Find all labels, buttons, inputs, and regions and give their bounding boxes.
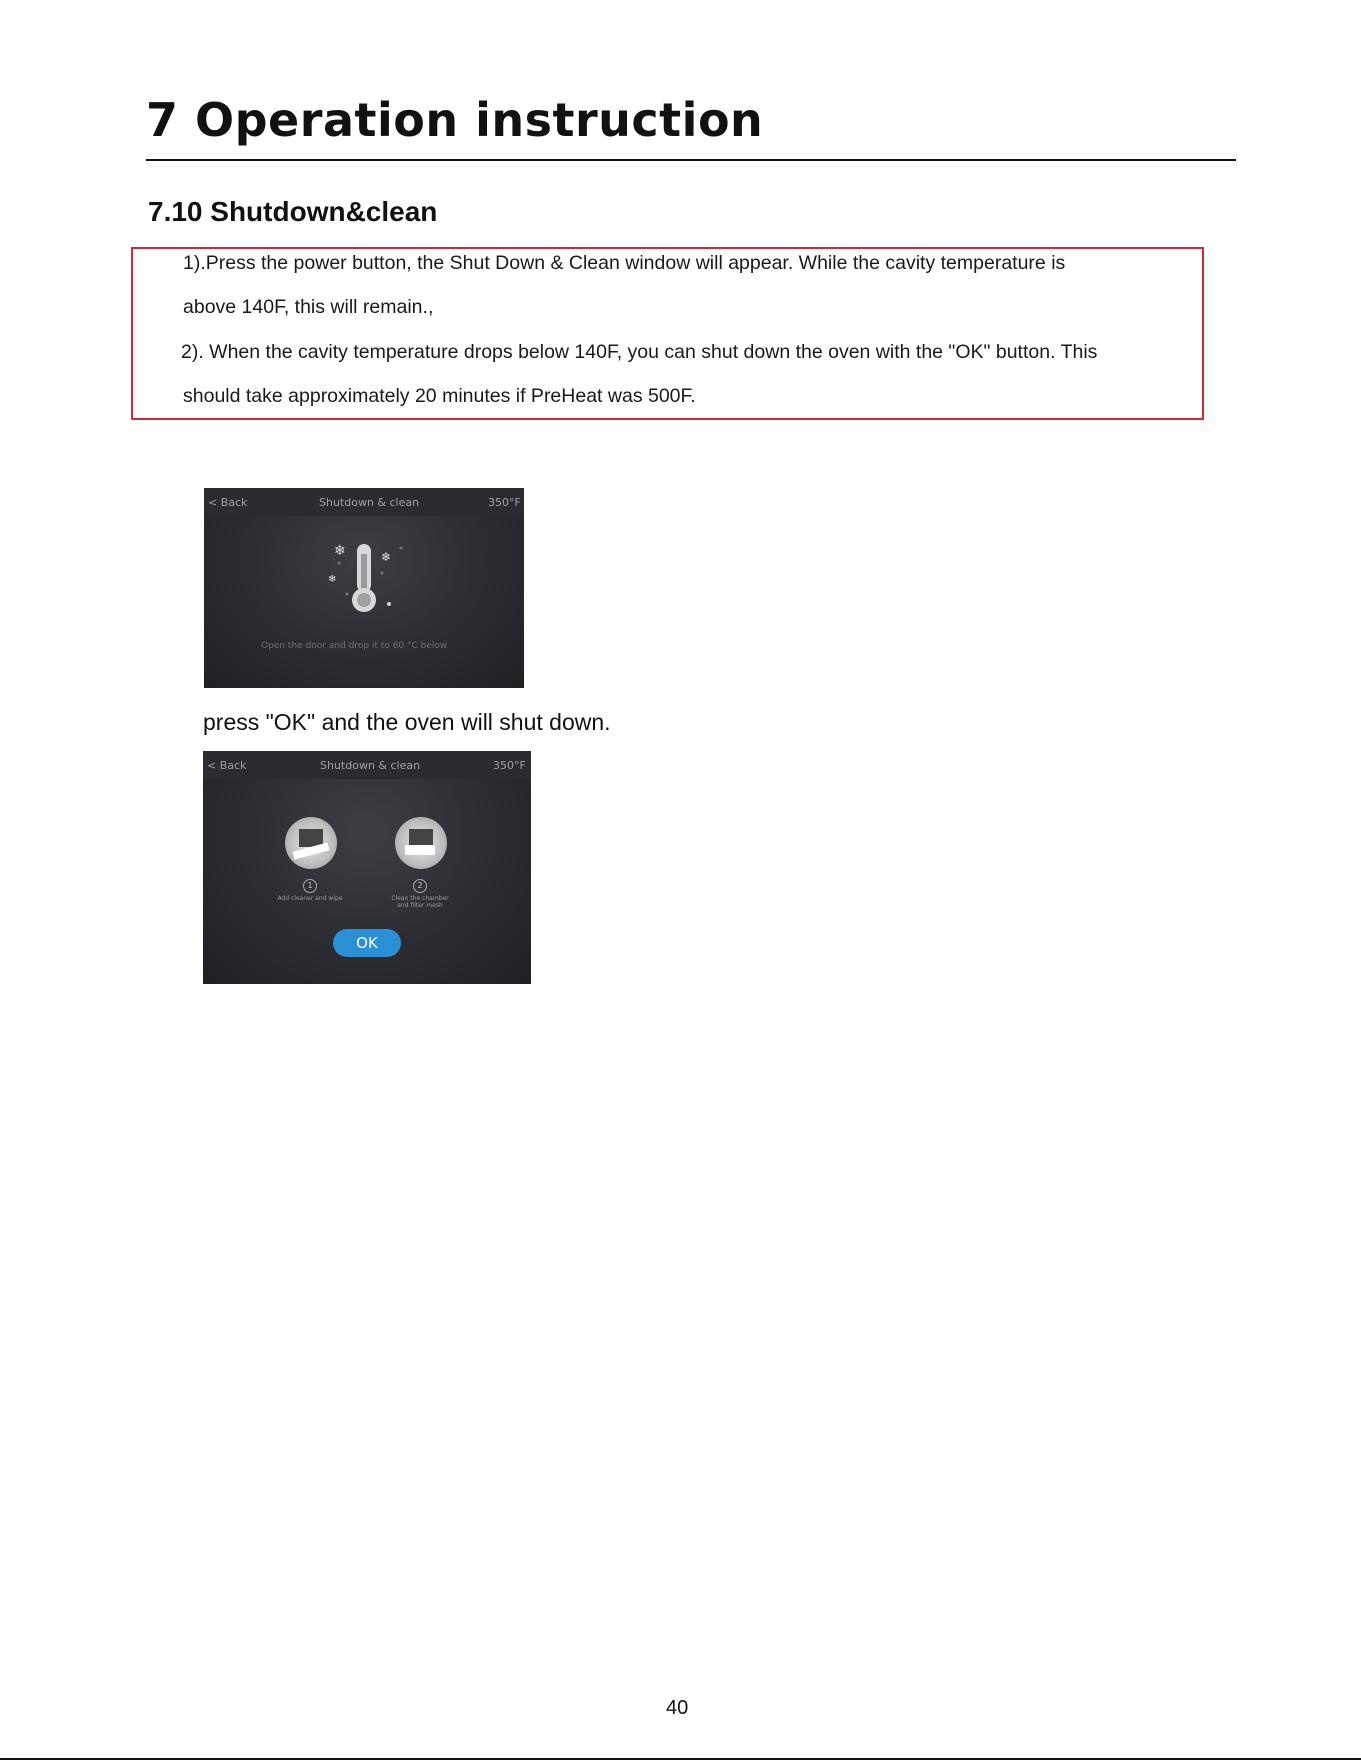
bottom-divider: [0, 1758, 1361, 1760]
note-line-3: 2). When the cavity temperature drops below 140F, you can shut down the oven with the "OK" button. This: [181, 341, 1098, 363]
screen-title: Shutdown & clean: [319, 496, 420, 509]
back-button[interactable]: < Back: [208, 496, 248, 509]
note-line-4: should take approximately 20 minutes if PreHeat was 500F.: [183, 385, 696, 407]
screen-title: Shutdown & clean: [320, 759, 421, 772]
note-line-2: above 140F, this will remain.,: [183, 296, 434, 318]
step-2-badge: 2: [413, 879, 427, 893]
cooling-message: Open the door and drop it to 60 °C below: [261, 641, 448, 651]
page-number: 40: [666, 1697, 689, 1719]
temperature-readout: 350°F: [488, 496, 521, 509]
svg-text:❄: ❄: [328, 574, 337, 585]
shutdown-screen-clean: [203, 751, 531, 984]
wipe-cleaner-icon: [285, 817, 337, 869]
back-button[interactable]: < Back: [207, 759, 247, 772]
svg-text:❄: ❄: [334, 543, 346, 559]
section-title: 7.10 Shutdown&clean: [148, 196, 438, 227]
note-line-1: 1).Press the power button, the Shut Down & Clean window will appear. While the cavity temperature is: [183, 252, 1066, 274]
thermometer-icon: [304, 538, 424, 618]
shutdown-screen-cooling: [204, 488, 524, 688]
svg-text:❄: ❄: [381, 550, 392, 564]
step-2-caption: Clean the chamber and filter mesh: [391, 895, 449, 909]
instruction-caption: press "OK" and the oven will shut down.: [203, 709, 611, 735]
ok-button[interactable]: OK: [333, 929, 401, 957]
step-1-caption: Add cleaner and wipe: [277, 895, 343, 902]
step-1-badge: 1: [303, 879, 317, 893]
clean-chamber-icon: [395, 817, 447, 869]
chapter-title: 7 Operation instruction: [146, 93, 764, 147]
temperature-readout: 350°F: [493, 759, 526, 772]
title-divider: [146, 159, 1236, 161]
